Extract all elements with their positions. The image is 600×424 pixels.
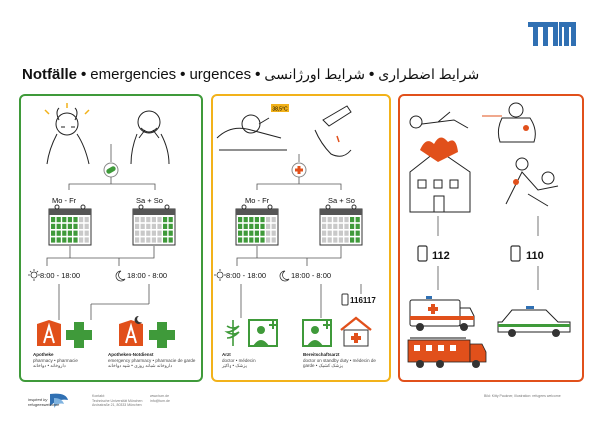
- calendar-day-cell: [85, 231, 89, 236]
- calendar-day-cell: [85, 217, 89, 222]
- calendar-day-cell: [328, 217, 332, 222]
- calendar-day-cell: [157, 224, 161, 229]
- calendar-day-cell: [85, 237, 89, 242]
- calendar-day-cell: [62, 217, 66, 222]
- calendar-day-cell: [135, 224, 139, 229]
- calendar-day-cell: [322, 217, 326, 222]
- injured-hand-icon: [315, 106, 351, 156]
- calendar-day-cell: [350, 231, 354, 236]
- calendar-day-cell: [255, 224, 259, 229]
- emergency-flow-illustration: [398, 94, 584, 382]
- calendar-day-cell: [51, 237, 55, 242]
- calendar-day-cell: [272, 224, 276, 229]
- calendar-day-cell: [322, 237, 326, 242]
- calendar-day-cell: [163, 237, 167, 242]
- calendar-day-cell: [339, 224, 343, 229]
- title-ps: شرایط اورژانسی: [264, 66, 365, 82]
- calendar-day-cell: [356, 237, 360, 242]
- footer-links: www.tum.de info@tum.de: [150, 394, 170, 403]
- calendar-day-cell: [141, 224, 145, 229]
- calendar-day-cell: [344, 217, 348, 222]
- caption-pharmacy: Apotheke pharmacy • pharmacie داروخانه • دواخانه: [33, 352, 78, 368]
- calendar-day-cell: [350, 217, 354, 222]
- calendar-day-cell: [141, 237, 145, 242]
- calendar-day-cell: [157, 217, 161, 222]
- calendar-day-cell: [169, 217, 173, 222]
- calendar-day-cell: [266, 231, 270, 236]
- calendar-day-cell: [249, 224, 253, 229]
- calendar-day-cell: [57, 224, 61, 229]
- calendar-day-cell: [260, 231, 264, 236]
- calendar-day-cell: [328, 237, 332, 242]
- weekday-label: Mo - Fr: [245, 196, 270, 205]
- calendar-day-cell: [266, 217, 270, 222]
- sun-icon: [214, 269, 226, 281]
- calendar-day-cell: [79, 217, 83, 222]
- calendar-day-cell: [322, 224, 326, 229]
- calendar-day-cell: [350, 237, 354, 242]
- calendar-day-cell: [356, 217, 360, 222]
- caption-doctor-on-duty: Bereitschaftsarzt doctor on standby duty • médecin de garde • پزشک کشیک: [303, 352, 376, 368]
- time-night-label: 18:00 - 8:00: [127, 271, 168, 280]
- calendar-day-cell: [62, 237, 66, 242]
- calendar-day-cell: [157, 231, 161, 236]
- calendar-day-cell: [328, 224, 332, 229]
- calendar-day-cell: [238, 224, 242, 229]
- time-day-label: 8:00 - 18:00: [40, 271, 81, 280]
- sneezing-person-icon: [131, 111, 169, 164]
- injured-person-icon: [482, 103, 535, 142]
- police-car-icon: [498, 306, 570, 337]
- burning-house-icon: [410, 137, 470, 212]
- title-de: Notfälle: [22, 66, 78, 83]
- calendar-day-cell: [333, 224, 337, 229]
- pharmacy-night-icon: [119, 316, 143, 346]
- calendar-day-cell: [244, 217, 248, 222]
- doctor-cross-icon: [249, 320, 277, 346]
- calendar-day-cell: [238, 217, 242, 222]
- moon-icon: [116, 271, 125, 281]
- calendar-day-cell: [73, 237, 77, 242]
- calendar-day-cell: [146, 217, 150, 222]
- calendar-day-cell: [356, 224, 360, 229]
- calendar-day-cell: [260, 224, 264, 229]
- phone-icon: [511, 246, 520, 261]
- calendar-day-cell: [152, 224, 156, 229]
- calendar-day-cell: [62, 231, 66, 236]
- time-day-label: 8:00 - 18:00: [226, 271, 267, 280]
- calendar-day-cell: [249, 217, 253, 222]
- time-night-label: 18:00 - 8:00: [291, 271, 332, 280]
- calendar-day-cell: [255, 217, 259, 222]
- caption-doctor: Arzt doctor • médecin پزشک • ډاکټر: [222, 352, 256, 368]
- calendar-day-cell: [135, 231, 139, 236]
- sun-icon: [28, 269, 40, 281]
- calendar-day-cell: [238, 231, 242, 236]
- calendar-day-cell: [146, 231, 150, 236]
- calendar-day-cell: [73, 217, 77, 222]
- calendar-day-cell: [249, 237, 253, 242]
- police-number-110: 110: [526, 250, 544, 262]
- calendar-day-cell: [266, 224, 270, 229]
- calendar-day-cell: [350, 224, 354, 229]
- doctor-phone-number: 116117: [350, 296, 376, 305]
- calendar-day-cell: [344, 237, 348, 242]
- pharmacy-flow-illustration: [19, 94, 203, 382]
- calendar-day-cell: [356, 231, 360, 236]
- collapsed-person-icon: [410, 112, 468, 128]
- calendar-day-cell: [344, 224, 348, 229]
- calendar-day-cell: [244, 231, 248, 236]
- calendar-day-cell: [152, 237, 156, 242]
- calendar-day-cell: [169, 237, 173, 242]
- calendar-day-cell: [85, 224, 89, 229]
- calendar-day-cell: [68, 237, 72, 242]
- calendar-day-cell: [169, 231, 173, 236]
- calendar-day-cell: [135, 217, 139, 222]
- calendar-day-cell: [73, 224, 77, 229]
- moon-icon: [280, 271, 289, 281]
- calendar-day-cell: [333, 217, 337, 222]
- calendar-day-cell: [260, 217, 264, 222]
- weekend-label: Sa + So: [136, 196, 163, 205]
- calendar-day-cell: [152, 231, 156, 236]
- calendar-day-cell: [272, 237, 276, 242]
- calendar-day-cell: [135, 237, 139, 242]
- phone-icon: [418, 246, 427, 261]
- calendar-day-cell: [51, 217, 55, 222]
- green-cross-icon: [149, 322, 175, 348]
- thermometer-reading: 38,5°C: [272, 106, 288, 113]
- calendar-day-cell: [68, 231, 72, 236]
- calendar-day-cell: [266, 237, 270, 242]
- calendar-day-cell: [339, 231, 343, 236]
- calendar-day-cell: [244, 237, 248, 242]
- calendar-day-cell: [79, 237, 83, 242]
- title-fr: urgences: [189, 66, 252, 83]
- footer-contact: Kontakt: Technische Universität München Arcisstraße 21, 80333 München: [92, 394, 143, 407]
- page-title: Notfälle • emergencies • urgences • شرایط اضطراری•شرایط اورژانسی: [22, 66, 480, 83]
- doctor-on-duty-icon: [303, 320, 331, 346]
- calendar-day-cell: [141, 217, 145, 222]
- caduceus-icon: [227, 320, 239, 346]
- caption-emergency-pharmacy: Apotheken-Notdienst emergency pharmacy • pharmacie de garde داروخانه شبانه روزی • شپه دواخانه: [108, 352, 196, 368]
- calendar-day-cell: [255, 237, 259, 242]
- calendar-day-cell: [57, 217, 61, 222]
- weekend-label: Sa + So: [328, 196, 355, 205]
- calendar-day-cell: [79, 231, 83, 236]
- calendar-day-cell: [146, 237, 150, 242]
- ambulance-icon: [410, 296, 474, 331]
- calendar-day-cell: [272, 217, 276, 222]
- calendar-day-cell: [57, 231, 61, 236]
- calendar-day-cell: [141, 231, 145, 236]
- calendar-day-cell: [260, 237, 264, 242]
- green-cross-icon: [66, 322, 92, 348]
- calendar-day-cell: [255, 231, 259, 236]
- calendar-day-cell: [51, 224, 55, 229]
- calendar-day-cell: [57, 237, 61, 242]
- emergency-number-112: 112: [432, 250, 450, 262]
- assault-icon: [506, 158, 558, 206]
- calendar-day-cell: [333, 237, 337, 242]
- fire-truck-icon: [408, 338, 486, 368]
- calendar-day-cell: [238, 237, 242, 242]
- calendar-day-cell: [157, 237, 161, 242]
- calendar-day-cell: [152, 217, 156, 222]
- calendar-day-cell: [163, 217, 167, 222]
- fever-person-icon: [217, 115, 287, 150]
- clinic-house-icon: [341, 318, 371, 346]
- calendar-day-cell: [272, 231, 276, 236]
- title-en: emergencies: [90, 66, 177, 83]
- calendar-day-cell: [146, 224, 150, 229]
- pharmacy-a-icon: [37, 320, 61, 346]
- calendar-day-cell: [73, 231, 77, 236]
- tum-logo: [528, 22, 576, 46]
- calendar-day-cell: [333, 231, 337, 236]
- footer-brand: inspired by refugeeswelcome: [28, 397, 60, 407]
- calendar-day-cell: [51, 231, 55, 236]
- calendar-day-cell: [68, 217, 72, 222]
- calendar-day-cell: [249, 231, 253, 236]
- doctor-flow-illustration: [211, 94, 391, 382]
- phone-icon: [342, 294, 348, 305]
- calendar-day-cell: [322, 231, 326, 236]
- calendar-day-cell: [244, 224, 248, 229]
- weekday-label: Mo - Fr: [52, 196, 77, 205]
- calendar-day-cell: [68, 224, 72, 229]
- headache-person-icon: [45, 103, 89, 164]
- calendar-day-cell: [339, 237, 343, 242]
- calendar-day-cell: [339, 217, 343, 222]
- calendar-day-cell: [169, 224, 173, 229]
- calendar-day-cell: [79, 224, 83, 229]
- calendar-day-cell: [328, 231, 332, 236]
- title-fa: شرایط اضطراری: [378, 66, 480, 82]
- calendar-day-cell: [344, 231, 348, 236]
- footer-credits: Bild: Kitty Paukner, Illustration: refugees welcome: [484, 394, 561, 398]
- calendar-day-cell: [62, 224, 66, 229]
- calendar-day-cell: [163, 231, 167, 236]
- calendar-day-cell: [163, 224, 167, 229]
